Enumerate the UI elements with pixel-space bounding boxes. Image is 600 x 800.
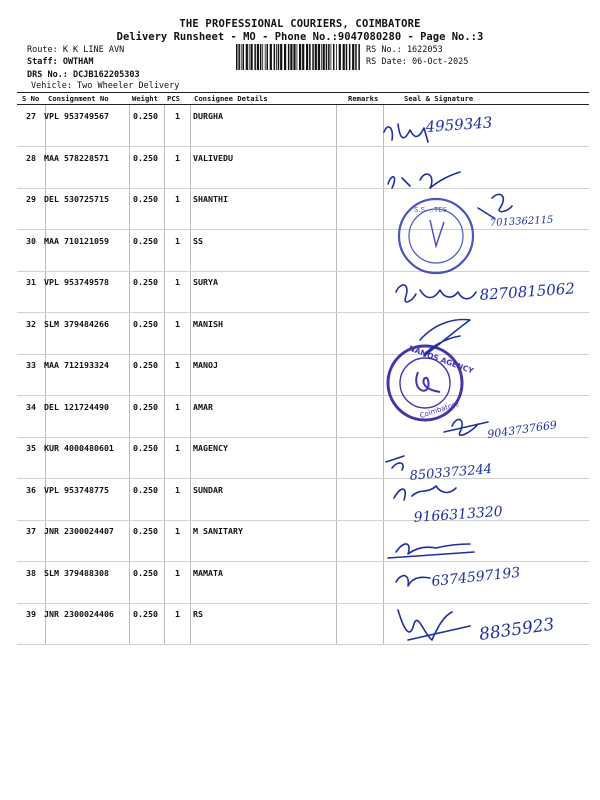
cell-wt: 0.250 [133,526,158,536]
cell-cn: JNR 2300024406 [44,609,114,619]
col-remarks: Remarks [348,94,379,103]
cell-cn: MAA 712193324 [44,360,109,370]
barcode [236,44,362,70]
cell-name: MAMATA [193,567,223,578]
cell-wt: 0.250 [133,318,158,329]
cell-pcs: 1 [175,401,180,412]
barcode-bar [270,44,272,70]
cell-wt: 0.250 [133,194,158,204]
rs-date: RS Date: 06-Oct-2025 [366,57,469,67]
drs-number: DRS No.: DCJB162205303 [27,70,140,80]
barcode-bar [262,44,263,70]
barcode-bar [309,44,311,70]
barcode-bar [355,44,357,70]
handwritten-phone: 4959343 [425,113,493,136]
cell-sno: 33 [26,360,36,370]
cell-wt: 0.250 [133,111,158,121]
cell-name: AMAR [193,401,213,412]
cell-cn: SLM 379484266 [44,318,109,329]
barcode-bar [236,44,238,70]
handwritten-phone: 8835923 [477,614,556,645]
cell-name: SHANTHI [193,194,228,204]
cell-wt: 0.250 [133,609,158,619]
cell-cn: MAA 710121059 [44,235,109,246]
barcode-bar [284,44,286,70]
table-row [17,437,589,479]
cell-name: DURGHA [193,111,223,121]
barcode-bar [326,44,328,70]
cell-wt: 0.250 [133,484,158,495]
cell-wt: 0.250 [133,152,158,163]
cell-sno: 28 [26,152,36,163]
barcode-bar [339,44,341,70]
cell-name: SUNDAR [193,484,223,495]
barcode-bar [274,44,276,70]
table-row [17,147,589,189]
barcode-bar [346,44,348,70]
barcode-bar [243,44,245,70]
cell-name: SURYA [193,277,218,287]
cell-sno: 39 [26,609,36,619]
cell-name: RS [193,609,203,619]
barcode-bar [251,44,253,70]
handwritten-phone: 6374597193 [430,564,522,590]
col-consignee: Consignee Details [194,94,268,103]
barcode-bar [358,44,360,70]
table-row [17,562,589,604]
cell-name: SS [193,235,203,246]
barcode-bar [336,44,337,70]
cell-pcs: 1 [175,484,180,495]
company-title: THE PROFESSIONAL COURIERS, COIMBATORE [179,18,421,30]
col-consignment: Consignment No [48,94,109,103]
barcode-bar [260,44,262,70]
cell-sno: 34 [26,401,36,412]
table-row [17,396,589,438]
barcode-bar [343,44,345,70]
stamp-text: Coimbatore [418,399,460,420]
barcode-bar [246,44,248,70]
cell-wt: 0.250 [133,235,158,246]
stamp-text: S.S. ..TES [414,206,448,214]
cell-pcs: 1 [175,360,180,370]
cell-pcs: 1 [175,152,180,163]
staff-label: Staff: OWTHAM [27,57,94,67]
barcode-bar [312,44,314,70]
cell-name: MAGENCY [193,443,228,453]
barcode-bar [288,44,290,70]
stamp-text: NAMOS AGENCY [407,343,475,376]
cell-pcs: 1 [175,277,180,287]
barcode-bar [331,44,332,70]
cell-name: MANISH [193,318,223,329]
cell-cn: VPL 953748775 [44,484,109,495]
cell-wt: 0.250 [133,567,158,578]
cell-pcs: 1 [175,235,180,246]
handwritten-phone: 9166313320 [413,503,504,526]
col-sno: S No [22,94,40,103]
barcode-bar [249,44,250,70]
cell-pcs: 1 [175,609,180,619]
table-row [17,105,589,147]
barcode-bar [276,44,277,70]
table-row [17,479,589,521]
barcode-bar [280,44,282,70]
vehicle-label: Vehicle: Two Wheeler Delivery [31,81,180,91]
cell-sno: 27 [26,111,36,121]
cell-sno: 37 [26,526,36,536]
col-pcs: PCS [167,94,180,103]
cell-name: VALIVEDU [193,152,233,163]
handwritten-phone: 7013362115 [489,214,554,229]
cell-name: MANOJ [193,360,218,370]
cell-pcs: 1 [175,194,180,204]
barcode-bar [254,44,256,70]
handwritten-phone: 8503373244 [409,461,493,484]
barcode-bar [278,44,280,70]
barcode-bar [315,44,317,70]
barcode-bar [328,44,330,70]
barcode-bar [297,44,298,70]
barcode-bar [265,44,266,70]
cell-pcs: 1 [175,318,180,329]
cell-wt: 0.250 [133,360,158,370]
cell-cn: JNR 2300024407 [44,526,114,536]
cell-sno: 29 [26,194,36,204]
cell-wt: 0.250 [133,443,158,453]
header-top-rule [17,92,589,93]
barcode-bar [257,44,259,70]
cell-wt: 0.250 [133,401,158,412]
table-row [17,230,589,272]
barcode-bar [290,44,292,70]
col-weight: Weight [132,94,158,103]
table-row [17,271,589,313]
cell-sno: 36 [26,484,36,495]
cell-pcs: 1 [175,567,180,578]
handwritten-phone: 8270815062 [479,279,576,304]
rs-number: RS No.: 1622053 [366,45,443,55]
barcode-bar [323,44,325,70]
cell-pcs: 1 [175,111,180,121]
cell-cn: KUR 4000480601 [44,443,114,453]
barcode-bar [306,44,308,70]
barcode-bar [238,44,240,70]
route-label: Route: K K LINE AVN [27,45,125,55]
cell-sno: 31 [26,277,36,287]
barcode-bar [318,44,320,70]
cell-cn: VPL 953749567 [44,111,109,121]
table-row [17,354,589,396]
handwritten-phone: 9043737669 [486,418,558,441]
barcode-bar [352,44,354,70]
barcode-bar [349,44,351,70]
runsheet-subtitle: Delivery Runsheet - MO - Phone No.:9047080280 - Page No.:3 [116,31,484,43]
cell-cn: VPL 953749578 [44,277,109,287]
cell-pcs: 1 [175,526,180,536]
col-seal-signature: Seal & Signature [404,94,474,103]
table-row [17,313,589,355]
cell-sno: 30 [26,235,36,246]
cell-cn: SLM 379488308 [44,567,109,578]
cell-sno: 38 [26,567,36,578]
table-row [17,520,589,562]
cell-wt: 0.250 [133,277,158,287]
cell-cn: MAA 578228571 [44,152,109,163]
table-row [17,188,589,230]
cell-sno: 35 [26,443,36,453]
barcode-bar [299,44,301,70]
cell-pcs: 1 [175,443,180,453]
cell-cn: DEL 121724490 [44,401,109,412]
barcode-bar [321,44,322,70]
barcode-bar [241,44,242,70]
cell-name: M SANITARY [193,526,243,536]
table-row [17,603,589,645]
barcode-bar [293,44,295,70]
barcode-bar [267,44,269,70]
cell-sno: 32 [26,318,36,329]
barcode-bar [333,44,335,70]
barcode-bar [302,44,304,70]
cell-cn: DEL 530725715 [44,194,109,204]
